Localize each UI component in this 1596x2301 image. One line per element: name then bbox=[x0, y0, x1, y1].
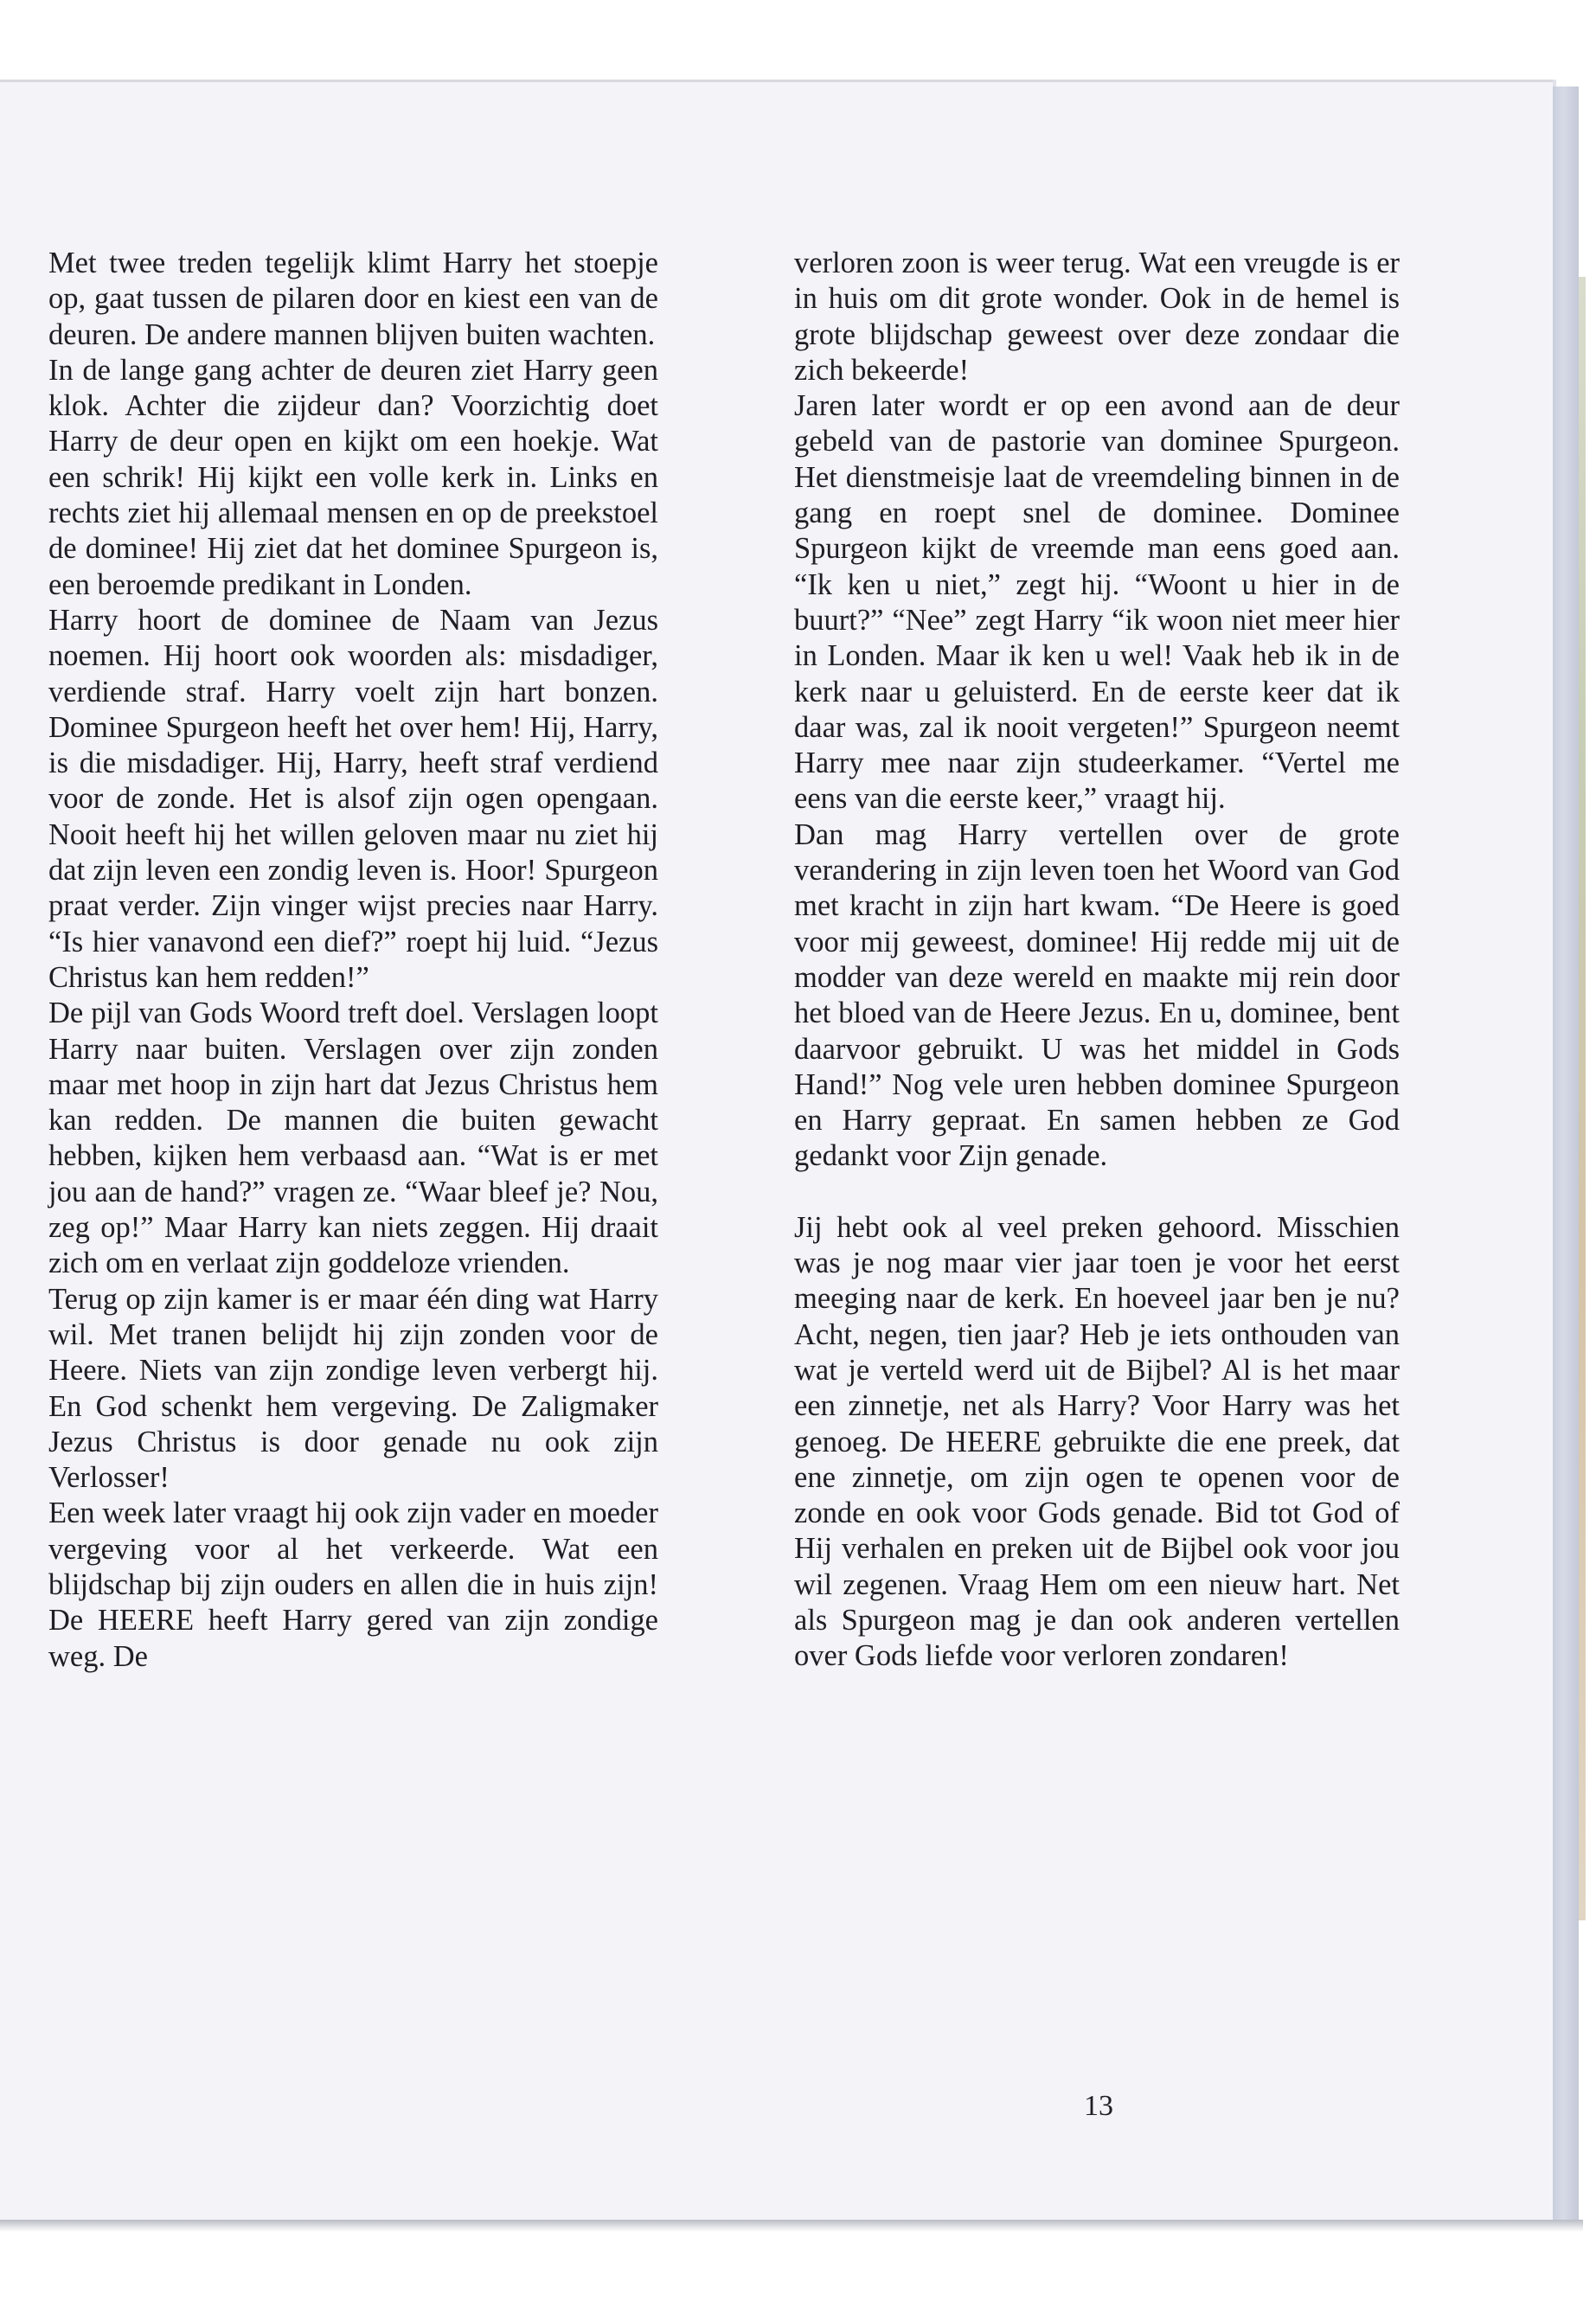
right-text-column bbox=[794, 246, 1400, 1675]
left-text-column bbox=[48, 246, 658, 1675]
page-edge bbox=[1553, 87, 1579, 2223]
paragraph: Harry hoort de dominee de Naam van Jezus noemen. Hij hoort ook woorden als: misdadiger, verdiende straf. Harry voelt zijn hart bonzen. Dominee Spurgeon heeft het over hem! Hij, Harry, is die misdadiger. Hij, Harry, heeft straf verdiend voor de zonde. Het is alsof zijn ogen opengaan. Nooit heeft hij het willen geloven maar nu ziet hij dat zijn leven een zondig leven is. Hoor! Spurgeon praat verder. Zijn vinger wijst precies naar Harry. “Is hier vanavond een dief?” roept hij luid. “Jezus Christus kan hem redden!” bbox=[48, 603, 658, 994]
paragraph: Jaren later wordt er op een avond aan de deur gebeld van de pastorie van dominee Spurgeon. Het dienstmeisje laat de vreemdeling binnen in de gang en roept snel de dominee. Dominee Spurgeon kijkt de vreemde man eens goed aan. “Ik ken u niet,” zegt hij. “Woont u hier in de buurt?” “Nee” zegt Harry “ik woon niet meer hier in Londen. Maar ik ken u wel! Vaak heb ik in de kerk naar u geluisterd. En de eerste keer dat ik daar was, zal ik nooit vergeten!” Spurgeon neemt Harry mee naar zijn studeerkamer. “Vertel me eens van die eerste keer,” vraagt hij. bbox=[794, 389, 1400, 816]
paragraph: De pijl van Gods Woord treft doel. Verslagen loopt Harry naar buiten. Verslagen over zijn zonden maar met hoop in zijn hart dat Jezus Christus hem kan redden. De mannen die buiten gewacht hebben, kijken hem verbaasd aan. “Wat is er met jou aan de hand?” vragen ze. “Waar bleef je? Nou, zeg op!” Maar Harry kan niets zeggen. Hij draait zich om en verlaat zijn goddeloze vrienden. bbox=[48, 997, 658, 1280]
paragraph: Met twee treden tegelijk klimt Harry het stoepje op, gaat tussen de pilaren door en kiest een van de deuren. De andere mannen blijven buiten wachten. bbox=[48, 247, 658, 351]
page-number: 13 bbox=[1084, 2090, 1113, 2122]
page-bottom-shadow bbox=[0, 2220, 1583, 2232]
paragraph: Jij hebt ook al veel preken gehoord. Misschien was je nog maar vier jaar toen je voor het eerst meeging naar de kerk. En hoeveel jaar ben je nu? Acht, negen, tien jaar? Heb je iets onthouden van wat je verteld werd uit de Bijbel? Al is het maar een zinnetje, net als Harry? Voor Harry was het genoeg. De HEERE gebruikte die ene preek, dat ene zinnetje, om zijn ogen te openen voor de zonde en ook voor Gods genade. Bid tot God of Hij verhalen en preken uit de Bijbel ook voor jou wil zegenen. Vraag Hem om een nieuw hart. Net als Spurgeon mag je dan ook anderen vertellen over Gods liefde voor verloren zondaren! bbox=[794, 1210, 1400, 1673]
paragraph: In de lange gang achter de deuren ziet Harry geen klok. Achter die zijdeur dan? Voorzichtig doet Harry de deur open en kijkt om een hoekje. Wat een schrik! Hij kijkt een volle kerk in. Links en rechts ziet hij allemaal mensen en op de preekstoel de dominee! Hij ziet dat het dominee Spurgeon is, een beroemde predikant in Londen. bbox=[48, 353, 658, 601]
cover-edge bbox=[1579, 277, 1586, 1920]
paragraph: Terug op zijn kamer is er maar één ding wat Harry wil. Met tranen belijdt hij zijn zonden voor de Heere. Niets van zijn zondige leven verbergt hij. En God schenkt hem vergeving. De Zaligmaker Jezus Christus is door genade nu ook zijn Verlosser! bbox=[48, 1282, 658, 1495]
paragraph: Dan mag Harry vertellen over de grote verandering in zijn leven toen het Woord van God met kracht in zijn hart kwam. “De Heere is goed voor mij geweest, dominee! Hij redde mij uit de modder van deze wereld en maakte mij rein door het bloed van de Heere Jezus. En u, dominee, bent daarvoor gebruikt. U was het middel in Gods Hand!” Nog vele uren hebben dominee Spurgeon en Harry gepraat. En samen hebben ze God gedankt voor Zijn genade. bbox=[794, 817, 1400, 1173]
paragraph: verloren zoon is weer terug. Wat een vreugde is er in huis om dit grote wonder. Ook in de hemel is grote blijdschap geweest over deze zondaar die zich bekeerde! bbox=[794, 247, 1400, 387]
paragraph: Een week later vraagt hij ook zijn vader en moeder vergeving voor al het verkeerde. Wat een blijdschap bij zijn ouders en allen die in huis zijn! De HEERE heeft Harry gered van zijn zondige weg. De bbox=[48, 1497, 658, 1673]
